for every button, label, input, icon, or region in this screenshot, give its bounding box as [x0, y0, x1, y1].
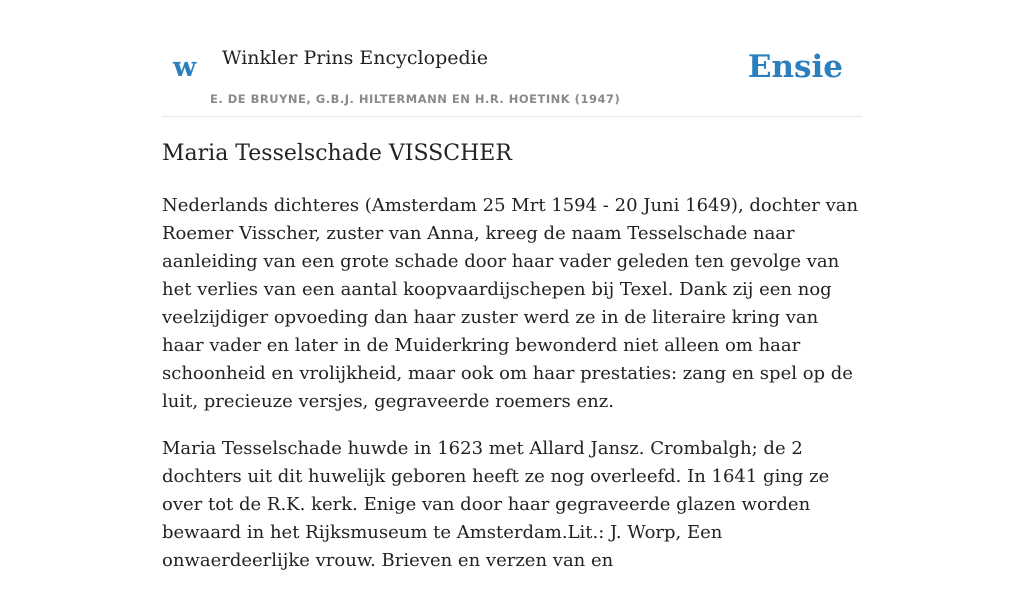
article-paragraph: Maria Tesselschade huwde in 1623 met Allard Jansz. Crombalgh; de 2 dochters uit dit huwelijk geboren heeft ze nog overleefd. In 1641 ging ze over tot de R.K. kerk. Enige van door haar gegraveerde glazen worden bewaard in het Rijksmuseum te Amsterdam.Lit.: J. Worp, Een onwaerdeerlijke vrouw. Brieven en verzen van en: [162, 438, 830, 571]
article-title: Maria Tesselschade VISSCHER: [162, 141, 512, 166]
source-header: [162, 40, 862, 117]
article-paragraph: Nederlands dichteres (Amsterdam 25 Mrt 1594 - 20 Juni 1649), dochter van Roemer Visscher, zuster van Anna, kreeg de naam Tesselschade naar aanleiding van een grote schade door haar vader geleden ten gevolge van het verlies van een aantal koopvaardijschepen bij Texel. Dank zij een nog veelzijdiger opvoeding dan haar zuster werd ze in de literaire kring van haar vader en later in de Muiderkring bewonderd niet alleen om haar schoonheid en vrolijkheid, maar ook om haar prestaties: zang en spel op de luit, precieuze versjes, gegraveerde roemers enz.: [162, 195, 859, 412]
article-body: [162, 192, 862, 594]
source-authors: E. DE BRUYNE, G.B.J. HILTERMANN EN H.R. HOETINK (1947): [210, 92, 621, 106]
source-title[interactable]: Winkler Prins Encyclopedie: [222, 47, 488, 69]
source-logo[interactable]: w: [173, 52, 197, 83]
brand-logo[interactable]: Ensie: [747, 49, 843, 85]
